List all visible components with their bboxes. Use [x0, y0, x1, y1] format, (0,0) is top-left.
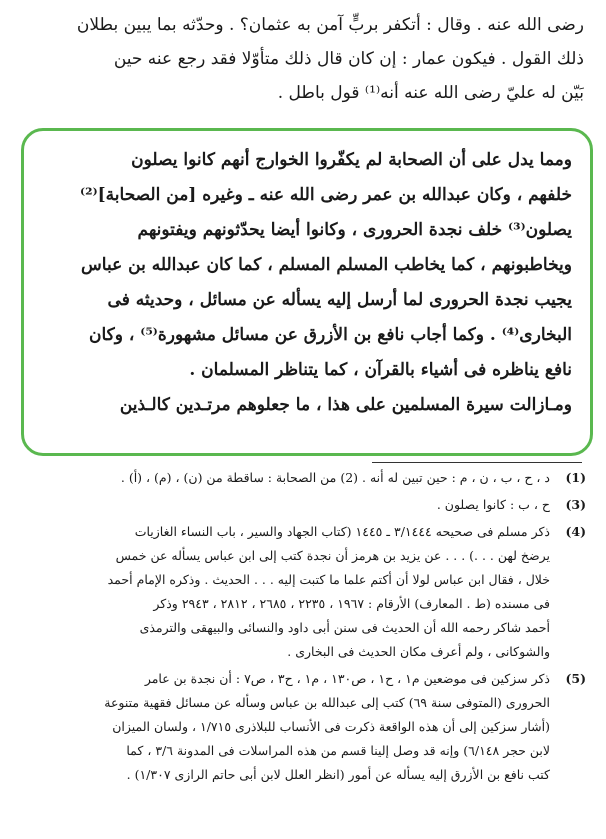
footnote-line: يرضخ لهن . . .) . . . عن يزيد بن هرمز أن نجدة كتب إلى ابن عباس يسأله عن خمس	[115, 548, 550, 563]
footnote-line: (أشار سزكين إلى أن هذه الواقعة ذكرت فى الأنساب للبلاذرى ١/٧١٥ ، ولسان الميزان	[112, 719, 550, 734]
footnote-line: والشوكانى ، ولم أعرف مكان الحديث فى البخارى .	[287, 644, 550, 659]
footnote-1	[22, 466, 588, 490]
highlight-line: ومـازالت سيرة المسلمين على هذا ، ما جعلوهم مرتـدين كالـذين	[119, 395, 572, 415]
highlight-line: خلفهم ، وكان عبدالله بن عمر رضى الله عنه ـ وغيره [من الصحابة]⁽²⁾	[80, 185, 572, 205]
footnote-line: د ، ح ، ب ، ن ، م : حين تبين له أنه . (2) من الصحابة : ساقطة من (ن) ، (م) ، (أ) .	[120, 470, 550, 485]
footnote-5	[22, 667, 588, 787]
footnote-number: (5)	[565, 671, 586, 686]
footnote-3	[22, 493, 588, 517]
footnote-line: كتب نافع بن الأزرق إليه يسأله عن أمور (انظر العلل لابن أبى حاتم الرازى ١/٣٠٧) .	[126, 767, 550, 782]
highlight-line: البخارى⁽⁴⁾ . وكما أجاب نافع بن الأزرق عن مسائل مشهورة⁽⁵⁾ ، وكان	[88, 325, 572, 345]
footnote-line: ذكر مسلم فى صحيحه ٣/١٤٤٤ ـ ١٤٤٥ (كتاب الجهاد والسير ، باب النساء الغازيات	[134, 524, 550, 539]
footnote-number: (1)	[565, 470, 586, 485]
footnote-line: الحرورى (المتوفى سنة ٦٩) كتب إلى عبدالله بن عباس وسأله عن مسائل فقهية متنوعة	[104, 695, 550, 710]
highlight-line: نافع يناظره فى أشياء بالقرآن ، كما يتناظر المسلمان .	[189, 360, 572, 380]
intro-line: رضى الله عنه . وقال : أتكفر بربٍّ آمن به عثمان؟ . وحدّثه بما يبين بطلان	[76, 15, 584, 35]
footnote-line: خلال ، فقال ابن عباس لولا أن أكتم علما ما كتبت إليه . . . الحديث . وذكره الإمام أحمد	[107, 572, 550, 587]
highlight-line: يجيب نجدة الحرورى لما أرسل إليه يسأله عن مسائل ، وحديثه فى	[107, 290, 572, 310]
intro-paragraph	[22, 8, 584, 110]
highlight-line: ومما يدل على أن الصحابة لم يكفّروا الخوارج أنهم كانوا يصلون	[131, 150, 572, 170]
highlighted-passage	[21, 128, 593, 456]
intro-line: بَيّن له عليّ رضى الله عنه أنه⁽¹⁾ قول باطل .	[277, 83, 584, 103]
footnote-line: ح ، ب : كانوا يصلون .	[436, 497, 550, 512]
highlight-line: ويخاطبونهم ، كما يخاطب المسلم المسلم ، كما كان عبدالله بن عباس	[81, 255, 572, 275]
intro-line: ذلك القول . فيكون عمار : إن كان قال ذلك متأوّلا فقد رجع عنه حين	[113, 49, 584, 69]
footnote-line: لابن حجر ٦/١٤٨) وإنه قد وصل إلينا قسم من هذه المراسلات فى المدونة ٣/٦ ، كما	[126, 743, 550, 758]
footnote-line: فى مسنده (ط . المعارف) الأرقام : ١٩٦٧ ، ٢٢٣٥ ، ٢٦٨٥ ، ٢٨١٢ ، ٢٩٤٣ وذكر	[153, 596, 550, 611]
footnotes	[22, 466, 588, 787]
highlight-line: يصلون⁽³⁾ خلف نجدة الحرورى ، وكانوا أيضا يحدّثونهم ويفتونهم	[137, 220, 572, 240]
footnote-separator	[372, 462, 582, 463]
footnote-number: (3)	[565, 497, 586, 512]
footnote-number: (4)	[565, 524, 586, 539]
footnote-4	[22, 520, 588, 664]
footnote-line: ذكر سزكين فى موضعين م١ ، ح١ ، ص١٣٠ ، م١ ، ح٣ ، ص٧ : أن نجدة بن عامر	[144, 671, 550, 686]
footnote-line: أحمد شاكر رحمه الله أن الحديث فى سنن أبى داود والنسائى والبيهقى والترمذى	[139, 620, 550, 635]
